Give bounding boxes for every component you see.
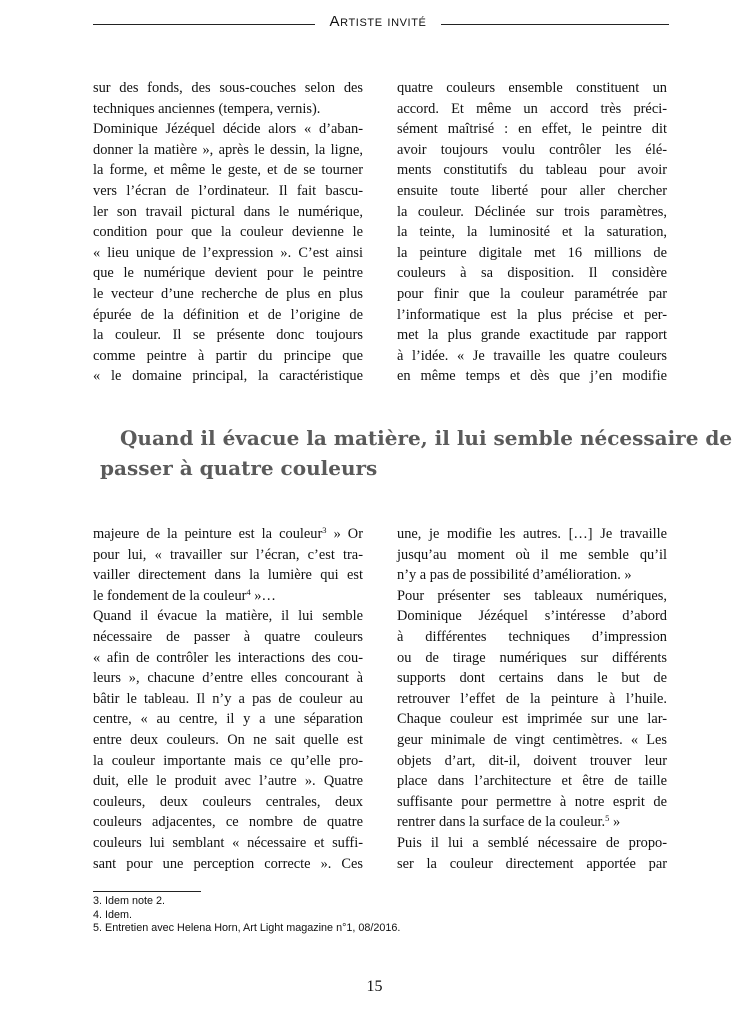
text-run: couleurs adjacentes, ce nombre de quatre — [93, 814, 363, 831]
text-run: une, je modifie les autres. […] Je travaille — [397, 526, 667, 542]
text-line — [397, 586, 667, 607]
text-line — [93, 668, 363, 689]
page-number: 15 — [366, 978, 383, 995]
text-line: la couleur. Déclinée sur trois paramètres, — [397, 203, 667, 220]
text-run: centre, « au centre, il y a une séparation — [93, 711, 363, 728]
text-line — [397, 792, 667, 813]
text-line — [93, 627, 363, 648]
header-rule-right — [441, 24, 669, 25]
text-run: pour lui, « travailler sur l’écran, c’est tra- — [93, 546, 363, 563]
text-run: Chaque couleur est imprimée sur une lar- — [397, 711, 667, 728]
text-run: bâtir le tableau. Il n’y a pas de couleur au — [93, 690, 363, 707]
text-run: Puis il lui a semblé nécessaire de propo- — [397, 834, 667, 851]
text-line: la peinture digitale met 16 millions de — [397, 244, 667, 261]
text-line: la teinte, la luminosité et la saturation, — [397, 224, 667, 241]
text-line: sur des fonds, des sous-couches selon des — [93, 80, 363, 96]
text-run: supports dont certains dans le but de — [397, 670, 667, 687]
text-run: à différentes techniques d’impression — [397, 628, 667, 645]
text-line — [397, 668, 667, 689]
text-line — [397, 751, 667, 772]
text-run: »… — [250, 587, 276, 604]
text-line — [93, 771, 363, 792]
text-run: leurs », chacune d’entre elles concourant à — [93, 670, 363, 687]
text-run: couleurs, deux couleurs centrales, deux — [93, 793, 363, 810]
text-line — [93, 792, 363, 813]
text-run: n’y a pas de possibilité d’amélioration. » — [397, 567, 632, 584]
text-line: techniques anciennes (tempera, vernis). — [93, 100, 321, 117]
footnote-rule — [93, 891, 201, 892]
text-line — [93, 606, 363, 627]
footnote-ref: 3 — [322, 525, 327, 535]
text-line — [397, 771, 667, 792]
text-line — [93, 586, 363, 607]
text-line — [397, 730, 667, 751]
text-line — [93, 812, 363, 833]
text-line — [397, 689, 667, 710]
paragraph — [397, 586, 667, 833]
paragraph — [397, 524, 667, 586]
text-line — [397, 545, 667, 566]
text-line — [93, 833, 363, 854]
column-top-left — [93, 78, 363, 387]
text-line: condition pour que la couleur devienne le — [93, 224, 363, 241]
text-run: « afin de contrôler les interactions des cou- — [93, 649, 363, 666]
text-line — [93, 730, 363, 751]
header-rule-left — [93, 24, 315, 25]
column-bottom-left — [93, 524, 363, 874]
text-run: geur minimale de vingt centimètres. « Les — [397, 731, 667, 748]
text-line: comme peintre à partir du principe que — [93, 347, 363, 364]
text-line: sément maîtrisé : en effet, le peintre dit — [397, 121, 667, 138]
paragraph — [93, 606, 363, 874]
text-run: rentrer dans la surface de la couleur. — [397, 814, 606, 831]
text-line — [397, 709, 667, 730]
text-line — [397, 627, 667, 648]
footnote-ref: 4 — [246, 586, 251, 597]
footnotes — [93, 895, 613, 936]
text-line — [93, 854, 363, 875]
text-line: ler son travail pictural dans le numérique, — [93, 203, 363, 220]
text-run: retrouver l’effet de la peinture à l’huile. — [397, 690, 667, 707]
text-line — [93, 545, 363, 566]
text-line: pour finir que la couleur paramétrée par — [397, 285, 667, 302]
column-top-right — [397, 78, 667, 387]
text-line: en même temps et dès que j’en modifie — [397, 368, 667, 385]
text-line: donner la matière », après le dessin, la ligne, — [93, 141, 363, 158]
paragraph — [397, 833, 667, 874]
text-run: majeure de la peinture est la couleur — [93, 526, 323, 542]
text-line: met la plus grande exactitude par rapport — [397, 327, 667, 344]
text-line: vers l’écran de l’ordinateur. Il fait bascu- — [93, 182, 363, 199]
section-title: Artiste invité — [329, 13, 427, 30]
text-line: couleurs à sa disposition. Il considère — [397, 265, 667, 282]
text-run: Pour présenter ses tableaux numériques, — [397, 587, 667, 604]
text-line: « le domaine principal, la caractéristique — [93, 368, 363, 385]
text-run: objets d’art, dit-il, doivent trouver leur — [397, 752, 667, 769]
footnote: 4. Idem. — [93, 908, 133, 921]
footnote: 3. Idem note 2. — [93, 895, 166, 907]
paragraph — [93, 119, 363, 387]
text-line: épurée de la définition et de l’origine de — [93, 306, 363, 323]
text-line — [93, 689, 363, 710]
text-line: Dominique Jézéquel décide alors « d’aban- — [93, 121, 363, 138]
text-run: entre deux couleurs. On ne sait quelle est — [93, 731, 363, 748]
text-line — [397, 833, 667, 854]
paragraph — [397, 78, 667, 387]
text-line: accord. Et même un accord très préci- — [397, 100, 667, 117]
text-line: l’informatique est la plus précise et per- — [397, 306, 667, 323]
text-line: avoir toujours voulu contrôler les élé- — [397, 141, 667, 158]
text-line — [397, 606, 667, 627]
footnote: 5. Entretien avec Helena Horn, Art Light magazine n°1, 08/2016. — [93, 922, 401, 934]
text-run: Quand il évacue la matière, il lui semble — [93, 608, 363, 625]
text-line: « lieu unique de l’expression ». C’est ainsi — [93, 244, 363, 261]
text-run: jusqu’au moment où il me semble qu’il — [397, 546, 667, 563]
text-line — [397, 648, 667, 669]
text-run: ou de tirage numériques sur différents — [397, 649, 667, 666]
paragraph — [93, 524, 363, 606]
pull-quote — [100, 423, 733, 483]
footnote-ref: 5 — [605, 813, 610, 824]
text-line — [93, 648, 363, 669]
text-line: quatre couleurs ensemble constituent un — [397, 80, 667, 96]
paragraph — [93, 78, 363, 119]
text-line: la couleur. Il se présente donc toujours — [93, 327, 363, 344]
pull-quote-line: passer à quatre couleurs — [100, 456, 378, 480]
text-run: » — [609, 814, 621, 831]
text-line: à l’idée. « Je travaille les quatre couleurs — [397, 347, 667, 364]
pull-quote-line: Quand il évacue la matière, il lui semble nécessaire de — [120, 426, 733, 450]
text-run: vailler directement dans la lumière qui est — [93, 567, 363, 584]
text-run: Dominique Jézéquel s’intéresse d’abord — [397, 608, 667, 625]
text-line — [397, 854, 667, 875]
text-run: couleurs lui semblant « nécessaire et suffi- — [93, 834, 363, 851]
text-line — [397, 812, 667, 833]
text-line — [93, 565, 363, 586]
text-run: sant pour une perception correcte ». Ces — [93, 855, 363, 872]
text-run: » Or — [326, 526, 363, 542]
text-line — [397, 565, 667, 586]
text-run: place dans l’architecture et être de taille — [397, 773, 667, 790]
text-run: suffisante pour permettre à notre esprit de — [397, 793, 667, 810]
text-line — [93, 524, 363, 545]
text-run: la couleur importante mais ce qu’elle pro- — [93, 752, 363, 769]
text-run: nécessaire de passer à quatre couleurs — [93, 628, 363, 645]
text-line: ments constitutifs du tableau pour avoir — [397, 162, 667, 179]
text-line: ensuite toute liberté pour aller chercher — [397, 182, 667, 199]
text-line: que le numérique devient pour le peintre — [93, 265, 363, 282]
text-run: duit, elle le produit avec l’autre ». Quatre — [93, 773, 363, 790]
column-bottom-right — [397, 524, 667, 874]
text-line — [93, 709, 363, 730]
text-line — [93, 751, 363, 772]
text-line: la forme, et même le geste, et de se tourner — [93, 162, 363, 179]
text-run: le fondement de la couleur — [93, 587, 247, 604]
text-line — [397, 524, 667, 545]
text-line: le vecteur d’une recherche de plus en plus — [93, 285, 363, 302]
text-run: ser la couleur directement apportée par — [397, 855, 667, 872]
